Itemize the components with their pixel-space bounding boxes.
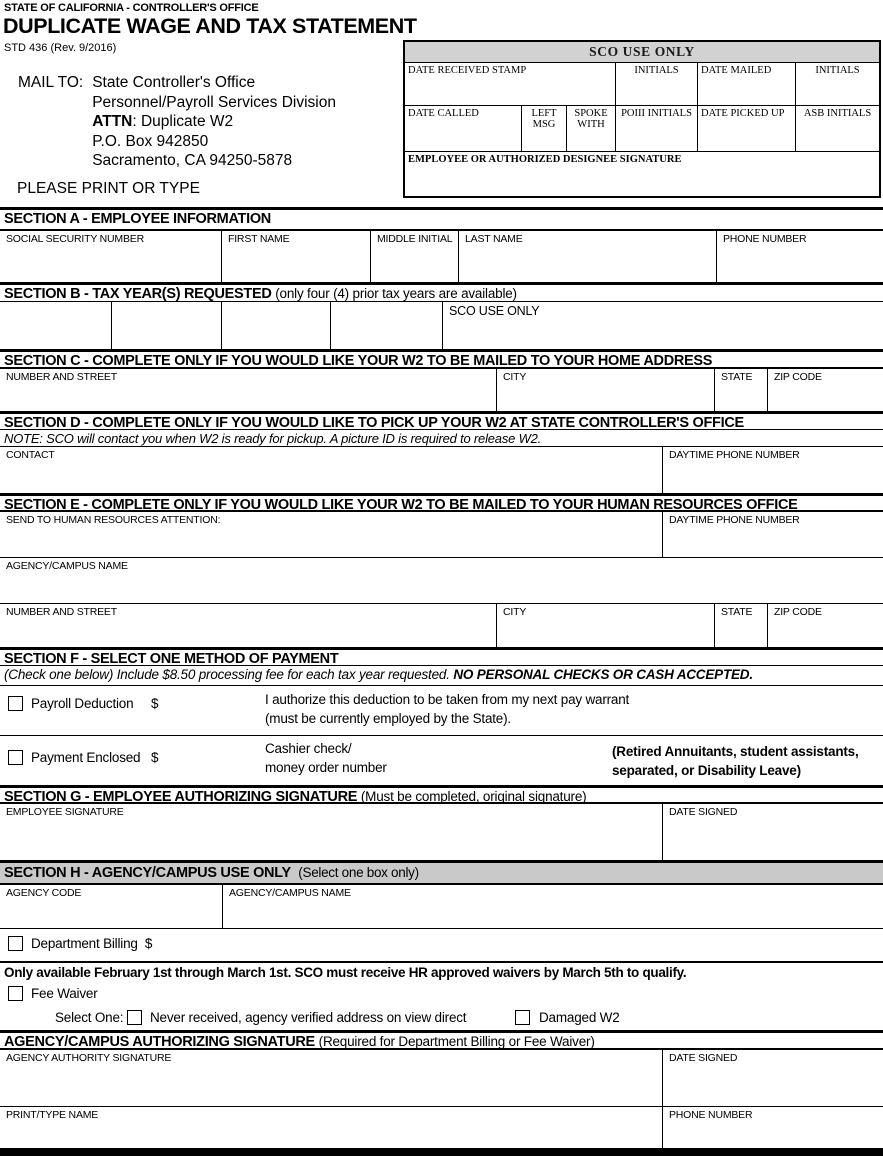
home-zip-field[interactable] [768,369,883,411]
field-label: STATE [721,371,753,383]
section-title: SECTION F - SELECT ONE METHOD OF PAYMENT [4,651,339,667]
field-label: AGENCY/CAMPUS NAME [6,560,128,572]
date-mailed-field[interactable] [698,63,796,106]
field-label: ASB INITIALS [803,108,872,119]
hr-state-field[interactable] [715,604,768,647]
section-a-fields [0,231,883,282]
retired-note-line: (Retired Annuitants, student assistants, [612,744,859,759]
select-one-row [0,1006,883,1030]
middle-initial-field[interactable] [371,231,459,282]
cashier-check-line: money order number [265,760,387,775]
poiii-initials-field[interactable] [616,106,698,152]
field-label: STATE [721,606,753,618]
field-label: PHONE NUMBER [723,233,807,245]
hr-city-field[interactable] [497,604,715,647]
field-label: DATE SIGNED [669,806,738,818]
payroll-dollar-sign: $ [151,696,159,711]
payroll-deduction-row [0,686,883,736]
payroll-description-line: (must be currently employed by the State). [265,711,511,726]
retired-note-line: separated, or Disability Leave) [612,763,801,778]
field-label: ZIP CODE [774,606,822,618]
field-label: DATE SIGNED [669,1052,738,1064]
field-label: FIRST NAME [228,233,290,245]
agency-phone-number-field[interactable] [663,1107,883,1148]
field-label: DATE PICKED UP [701,108,785,119]
section-subtitle: (Required for Department Billing or Fee Waiver) [318,1034,595,1049]
retired-annuitants-note [612,742,859,780]
agency-signature-header [0,1030,883,1050]
field-label: DAYTIME PHONE NUMBER [669,514,800,526]
home-city-field[interactable] [497,369,715,411]
mail-to-line: Sacramento, CA 94250-5878 [92,152,293,169]
section-subtitle: (Must be completed, original signature) [360,789,587,804]
section-e-row-1 [0,512,883,558]
section-title: SECTION G - EMPLOYEE AUTHORIZING SIGNATURE [4,789,358,805]
mail-to-line: P.O. Box 942850 [92,132,209,150]
damaged-w2-label: Damaged W2 [539,1010,620,1025]
print-type-name-field[interactable] [0,1107,663,1148]
section-title: AGENCY/CAMPUS AUTHORIZING SIGNATURE [4,1034,315,1050]
attn-label: ATTN [92,113,133,130]
section-h-header [0,860,883,885]
payment-dollar-sign: $ [151,750,159,765]
hr-street-field[interactable] [0,604,497,647]
field-label: ZIP CODE [774,371,822,383]
section-c-header [0,349,883,369]
state-agency-line: STATE OF CALIFORNIA - CONTROLLER'S OFFICE [4,2,259,14]
section-e-row-3 [0,604,883,647]
section-b-header [0,282,883,302]
phone-number-field[interactable] [717,231,883,282]
hr-agency-name-field[interactable] [0,558,883,603]
never-received-label: Never received, agency verified address on view direct [150,1010,467,1025]
fee-waiver-row [0,984,883,1006]
section-g-fields [0,804,883,860]
cashier-check-line: Cashier check/ [265,741,352,756]
mail-to-line [92,112,336,132]
agency-signature-row-1 [0,1050,883,1107]
section-b-fields [0,302,883,349]
field-label: DATE MAILED [701,65,772,76]
print-or-type-instruction: PLEASE PRINT OR TYPE [17,180,200,197]
section-f-header [0,647,883,666]
date-picked-up-field[interactable] [698,106,796,152]
field-label: PRINT/TYPE NAME [6,1109,99,1121]
sco-use-only-box [403,40,881,198]
section-title: SECTION D - COMPLETE ONLY IF YOU WOULD LIKE TO PICK UP YOUR W2 AT STATE CONTROLLER'S OFFICE [4,415,744,431]
date-signed-field[interactable] [663,804,883,860]
payment-enclosed-label: Payment Enclosed [31,750,141,765]
mail-to-line: State Controller's Office [92,74,256,91]
hr-zip-field[interactable] [768,604,883,647]
field-label: INITIALS [634,65,679,76]
hr-attention-field[interactable] [0,512,663,557]
sco-use-only-field[interactable] [443,302,883,349]
never-received-checkbox[interactable] [127,1010,142,1025]
select-one-label: Select One: [55,1010,124,1025]
field-label: EMPLOYEE SIGNATURE [6,806,124,818]
ssn-field[interactable] [0,231,222,282]
tax-year-field-2[interactable] [112,302,222,349]
mail-to-address [92,73,336,171]
section-d-note: NOTE: SCO will contact you when W2 is ready for pickup. A picture ID is required to release W2. [0,430,883,447]
mail-to-label: MAIL TO: [18,74,84,91]
first-name-field[interactable] [222,231,371,282]
date-received-stamp-field[interactable] [405,63,616,106]
asb-initials-field[interactable] [796,106,879,152]
section-d-header [0,411,883,430]
employee-signature-field[interactable] [0,804,663,860]
form-header [0,0,883,207]
bottom-border-bar [0,1148,883,1156]
mail-to-block [18,73,336,171]
form-title: DUPLICATE WAGE AND TAX STATEMENT [3,14,417,38]
no-checks-warning: NO PERSONAL CHECKS OR CASH ACCEPTED. [453,667,753,682]
section-f-note [0,666,883,686]
field-label: DATE RECEIVED STAMP [408,65,527,76]
field-label: SEND TO HUMAN RESOURCES ATTENTION: [6,514,221,526]
department-billing-row [0,929,883,963]
payroll-description-line: I authorize this deduction to be taken from my next pay warrant [265,692,630,707]
field-label: CITY [503,606,527,618]
agency-signature-row-2 [0,1107,883,1148]
section-title: SECTION B - TAX YEAR(S) REQUESTED [4,286,272,302]
tax-year-field-3[interactable] [222,302,331,349]
sco-row-1 [405,63,879,106]
sco-row-3 [405,152,879,196]
form-number: STD 436 (Rev. 9/2016) [4,42,117,54]
field-label: MIDDLE INITIAL [377,233,453,245]
attn-value: : Duplicate W2 [132,113,234,130]
mail-to-line: Personnel/Payroll Services Division [92,93,336,111]
initials-field[interactable] [796,63,879,106]
pickup-daytime-phone-field[interactable] [663,447,883,493]
section-h-fields [0,885,883,929]
department-billing-text: Department Billing [31,936,138,951]
home-street-field[interactable] [0,369,497,411]
tax-year-field-4[interactable] [331,302,443,349]
pickup-contact-field[interactable] [0,447,663,493]
payment-enclosed-row [0,736,883,785]
designee-signature-field[interactable] [405,152,879,196]
field-label: LEFT MSG [531,108,557,130]
department-billing-dollar-sign: $ [144,936,153,951]
section-g-header [0,785,883,804]
field-label: SCO USE ONLY [449,304,540,318]
payroll-description [265,690,629,728]
field-label: SOCIAL SECURITY NUMBER [6,233,144,245]
section-a-header [0,207,883,231]
last-name-field[interactable] [459,231,717,282]
section-title: SECTION H - AGENCY/CAMPUS USE ONLY [4,865,291,881]
sco-box-title: SCO USE ONLY [405,42,879,63]
field-label: AGENCY CODE [6,887,82,899]
field-label: NUMBER AND STREET [6,606,117,618]
tax-year-field-1[interactable] [0,302,112,349]
field-label: AGENCY AUTHORITY SIGNATURE [6,1052,172,1064]
field-label: EMPLOYEE OR AUTHORIZED DESIGNEE SIGNATURE [408,154,682,165]
field-label: NUMBER AND STREET [6,371,117,383]
hr-daytime-phone-field[interactable] [663,512,883,557]
agency-code-field[interactable] [0,885,223,928]
field-label: INITIALS [815,65,860,76]
date-called-field[interactable] [405,106,522,152]
initials-field[interactable] [616,63,698,106]
cashier-check-label [265,739,387,777]
field-label: CITY [503,371,527,383]
fee-waiver-label: Fee Waiver [31,986,98,1001]
field-label: AGENCY/CAMPUS NAME [229,887,351,899]
section-e-row-2 [0,558,883,604]
damaged-w2-checkbox[interactable] [515,1010,530,1025]
fee-note: (Check one below) Include $8.50 processing fee for each tax year requested. [4,667,454,682]
agency-authority-signature-field[interactable] [0,1050,663,1106]
sco-row-2 [405,106,879,152]
section-subtitle: (Select one box only) [298,865,419,880]
field-label: CONTACT [6,449,55,461]
section-title: SECTION A - EMPLOYEE INFORMATION [4,211,271,227]
field-label: POIII INITIALS [621,108,692,119]
field-label: PHONE NUMBER [669,1109,753,1121]
field-label: LAST NAME [465,233,523,245]
section-title: SECTION C - COMPLETE ONLY IF YOU WOULD LIKE YOUR W2 TO BE MAILED TO YOUR HOME ADDRESS [4,353,713,369]
department-billing-label [31,936,152,951]
field-label: SPOKE WITH [574,108,608,130]
field-label: DAYTIME PHONE NUMBER [669,449,800,461]
home-state-field[interactable] [715,369,768,411]
department-billing-checkbox[interactable] [8,936,23,951]
field-label: DATE CALLED [408,108,479,119]
left-msg-field[interactable] [522,106,567,152]
payment-enclosed-checkbox[interactable] [8,750,23,765]
agency-date-signed-field[interactable] [663,1050,883,1106]
payroll-deduction-label: Payroll Deduction [31,696,134,711]
agency-campus-name-field[interactable] [223,885,883,928]
fee-waiver-availability-note: Only available February 1st through March 1st. SCO must receive HR approved waivers by March 5th to qualify. [4,965,687,980]
section-subtitle: (only four (4) prior tax years are available) [275,286,517,301]
section-title: SECTION E - COMPLETE ONLY IF YOU WOULD LIKE YOUR W2 TO BE MAILED TO YOUR HUMAN RESOURCES OFFICE [4,497,798,513]
section-e-header [0,493,883,512]
payroll-deduction-checkbox[interactable] [8,696,23,711]
section-c-fields [0,369,883,411]
spoke-with-field[interactable] [567,106,616,152]
section-d-fields [0,447,883,493]
fee-waiver-checkbox[interactable] [8,986,23,1001]
